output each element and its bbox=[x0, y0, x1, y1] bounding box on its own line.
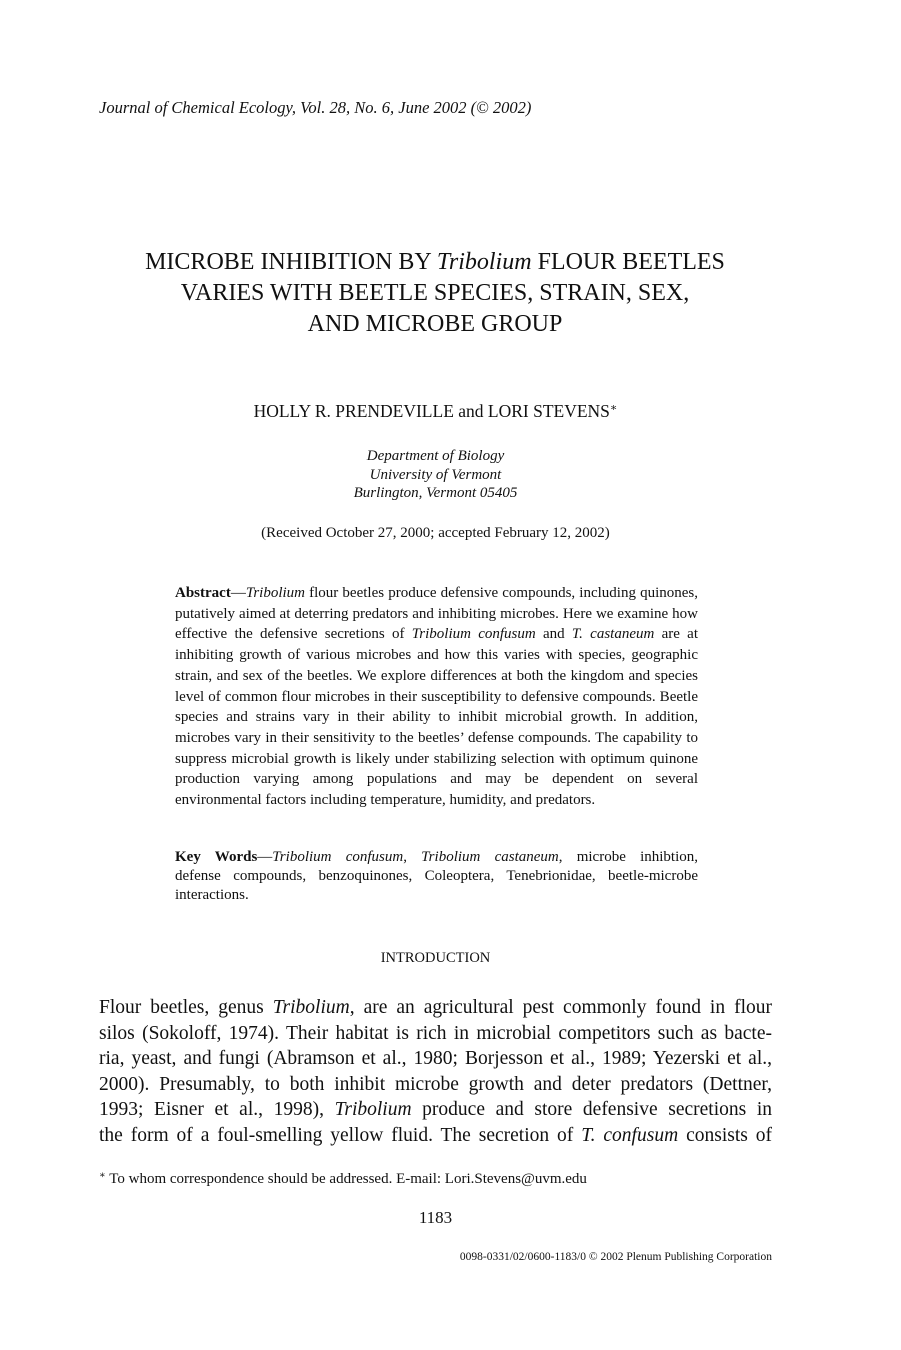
title-line-1 bbox=[80, 247, 790, 278]
affiliation bbox=[0, 447, 871, 503]
title-genus: Tribolium bbox=[436, 249, 532, 275]
body-line: 2000). Presumably, to both inhibit microbe growth and deter predators (Dettner, bbox=[99, 1073, 772, 1095]
keyword: Tribolium confusum bbox=[272, 849, 404, 865]
keywords-line-1 bbox=[175, 848, 698, 867]
author-names: HOLLY R. PRENDEVILLE and LORI STEVENS bbox=[253, 401, 610, 421]
affiliation-university: University of Vermont bbox=[369, 466, 502, 483]
title-line-2: VARIES WITH BEETLE SPECIES, STRAIN, SEX, bbox=[180, 280, 690, 306]
abstract-body: and bbox=[535, 626, 572, 643]
keywords-line-2: defense compounds, benzoquinones, Coleoptera, Tenebrionidae, beetle-microbe bbox=[175, 868, 698, 884]
received-dates: (Received October 27, 2000; accepted February 12, 2002) bbox=[261, 525, 610, 541]
section-heading: INTRODUCTION bbox=[380, 950, 491, 966]
body-text: 1993; Eisner et al., 1998), bbox=[99, 1099, 335, 1121]
abstract-italic: Tribolium confusum bbox=[411, 626, 536, 643]
abstract-italic: T. castaneum bbox=[571, 626, 655, 643]
body-text: the form of a foul-smelling yellow fluid. The secretion of bbox=[99, 1124, 582, 1146]
article-title bbox=[80, 247, 790, 340]
keywords-dash: — bbox=[257, 849, 273, 865]
footnote-marker: ∗ bbox=[99, 1170, 106, 1181]
footnote-marker: ∗ bbox=[609, 402, 618, 414]
page-number: 1183 bbox=[418, 1208, 453, 1227]
affiliation-location: Burlington, Vermont 05405 bbox=[353, 485, 518, 501]
abstract-text bbox=[175, 583, 698, 811]
body-text: produce and store defensive secretions in bbox=[411, 1099, 773, 1121]
abstract-body: are at inhibiting growth of various microbes and how this varies with species, geographic strain, and sex of the beetles. We explore differences at both the kingdom and species level of common flour microbes in their susceptibility to defensive compounds. Beetle species and strains vary in their ability to inhibit microbial growth. In addition, microbes vary in their sensitivity to the beetles’ defense compounds. The capability to suppress microbial growth is likely under stabilizing selection with optimum quinone production varying among populations and may be dependent on several environmental factors including temperature, humidity, and predators. bbox=[175, 626, 698, 809]
body-italic: T. confusum bbox=[581, 1124, 679, 1146]
abstract-italic: Tribolium bbox=[245, 585, 306, 601]
body-text: consists of bbox=[678, 1124, 772, 1146]
journal-header: Journal of Chemical Ecology, Vol. 28, No. 6, June 2002 (© 2002) bbox=[99, 98, 532, 117]
abstract-label: Abstract bbox=[175, 585, 231, 601]
body-line bbox=[99, 1123, 772, 1149]
body-line: ria, yeast, and fungi (Abramson et al., 1980; Borjesson et al., 1989; Yezerski et al., bbox=[99, 1048, 772, 1070]
author-list bbox=[0, 401, 871, 422]
keywords bbox=[175, 848, 698, 905]
abstract-dash: — bbox=[230, 585, 246, 601]
keyword-separator: , bbox=[403, 849, 422, 865]
copyright-line: 0098-0331/02/0600-1183/0 © 2002 Plenum Publishing Corporation bbox=[459, 1251, 772, 1263]
body-line bbox=[99, 995, 772, 1021]
abstract bbox=[175, 583, 698, 811]
keyword: , microbe inhibtion, bbox=[558, 849, 698, 865]
title-text: FLOUR BEETLES bbox=[531, 249, 725, 275]
body-italic: Tribolium bbox=[272, 997, 350, 1018]
title-text: MICROBE INHIBITION BY bbox=[145, 249, 437, 275]
keyword: Tribolium castaneum bbox=[421, 849, 559, 865]
footnote bbox=[99, 1170, 587, 1188]
footnote-text: To whom correspondence should be addressed. E-mail: Lori.Stevens@uvm.edu bbox=[105, 1171, 587, 1187]
body-text: , are an agricultural pest commonly found in flour bbox=[349, 997, 773, 1018]
abstract-body: flour beetles produce defensive compounds, including quinones, putatively aimed at deterring predators and inhibiting microbes. Here we examine how effective the defensive secretions of bbox=[175, 585, 698, 643]
body-line: silos (Sokoloff, 1974). Their habitat is rich in microbial competitors such as bacte- bbox=[99, 1022, 772, 1044]
affiliation-department: Department of Biology bbox=[366, 448, 505, 464]
body-line bbox=[99, 1097, 772, 1123]
introduction-body bbox=[99, 995, 772, 1149]
body-text: Flour beetles, genus bbox=[99, 997, 273, 1018]
keywords-label: Key Words bbox=[175, 849, 258, 865]
title-line-3: AND MICROBE GROUP bbox=[307, 311, 563, 337]
keywords-line-3: interactions. bbox=[175, 887, 249, 903]
body-italic: Tribolium bbox=[334, 1099, 412, 1121]
